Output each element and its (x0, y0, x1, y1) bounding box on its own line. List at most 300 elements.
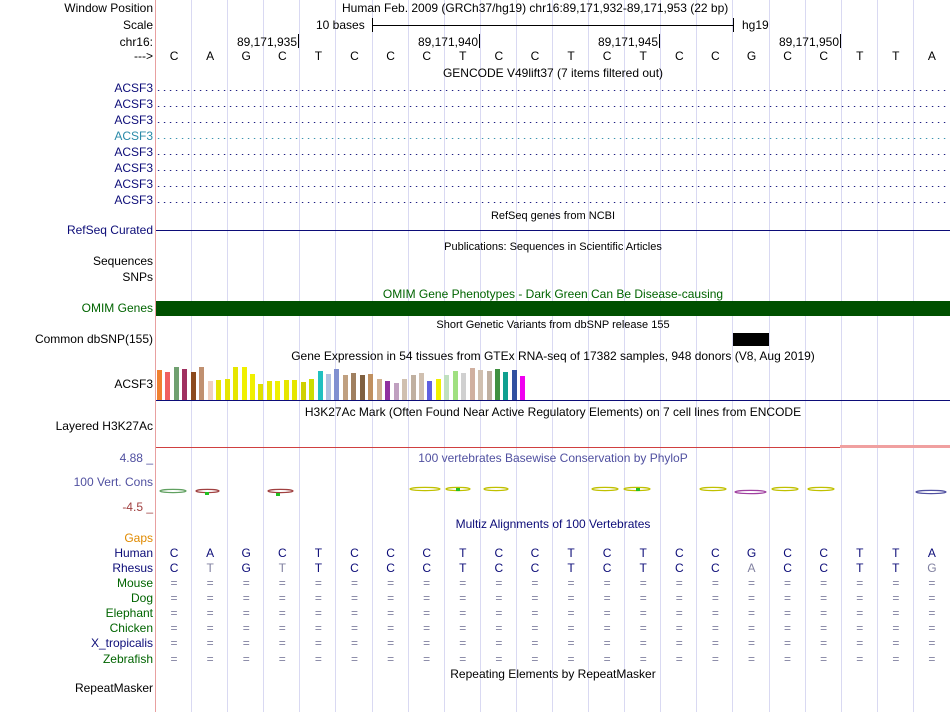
alignment-base: = (531, 591, 539, 605)
gtex-tissue-bar[interactable] (377, 379, 382, 400)
phylop-conservation-plot[interactable] (0, 480, 950, 502)
alignment-base: T (314, 561, 323, 575)
alignment-base: = (784, 621, 792, 635)
gtex-tissue-bar[interactable] (385, 381, 390, 400)
alignment-base: = (531, 636, 539, 650)
alignment-base: = (206, 606, 214, 620)
base-letter: C (530, 49, 540, 63)
alignment-base: = (206, 636, 214, 650)
ruler-position-label: 89,171,945 (597, 35, 658, 49)
alignment-base: = (892, 591, 900, 605)
dbsnp-track-title[interactable]: Short Genetic Variants from dbSNP release 155 (436, 319, 670, 331)
gtex-tissue-bar[interactable] (520, 376, 525, 400)
gtex-tissue-bar[interactable] (275, 381, 280, 400)
alignment-base: = (314, 621, 322, 635)
alignment-base: T (206, 561, 214, 575)
gtex-tissue-bar[interactable] (301, 382, 306, 400)
alignment-base: = (387, 652, 395, 666)
alignment-base: = (242, 652, 250, 666)
alignment-base: C (169, 546, 179, 560)
alignment-base: = (423, 636, 431, 650)
gencode-transcript-feature[interactable] (156, 165, 950, 171)
alignment-base: = (459, 652, 467, 666)
alignment-base: = (387, 576, 395, 590)
alignment-base: = (387, 606, 395, 620)
base-letter: C (783, 49, 792, 63)
alignment-base: = (242, 576, 250, 590)
gtex-tissue-bar[interactable] (267, 381, 272, 400)
alignment-base: = (278, 652, 286, 666)
alignment-base: G (927, 561, 937, 575)
omim-label[interactable]: OMIM Genes (81, 301, 153, 315)
alignment-base: = (495, 606, 503, 620)
phylop-track-title[interactable]: 100 vertebrates Basewise Conservation by PhyloP (418, 451, 688, 465)
base-letter: C (674, 49, 684, 63)
alignment-base: = (423, 652, 431, 666)
alignment-base: C (494, 546, 504, 560)
base-letter: G (241, 49, 251, 63)
ruler-position-label: 89,171,950 (778, 35, 839, 49)
base-letter: T (892, 49, 900, 63)
base-letter: C (169, 49, 179, 63)
repeatmasker-track-title[interactable]: Repeating Elements by RepeatMasker (450, 667, 656, 681)
omim-track-title[interactable]: OMIM Gene Phenotypes - Dark Green Can Be Disease-causing (382, 287, 724, 301)
gtex-tissue-bar[interactable] (411, 375, 416, 400)
h3k27ac-track-title[interactable]: H3K27Ac Mark (Often Found Near Active Regulatory Elements) on 7 cell lines from ENCODE (304, 405, 802, 419)
dbsnp-label[interactable]: Common dbSNP(155) (34, 332, 153, 346)
db-text: hg19 (742, 18, 769, 32)
base-letter: C (277, 49, 287, 63)
alignment-base: = (856, 652, 864, 666)
species-label[interactable]: Human (114, 546, 153, 560)
alignment-base: = (350, 576, 358, 590)
alignment-base: C (422, 546, 431, 560)
alignment-base: = (856, 621, 864, 635)
scale-bar-left-tick (372, 18, 373, 32)
chrom-label: chr16: (119, 35, 153, 49)
alignment-base: = (856, 606, 864, 620)
alignment-base: A (747, 561, 756, 575)
alignment-base: = (170, 591, 178, 605)
alignment-base: = (314, 652, 322, 666)
alignment-base: A (206, 546, 215, 560)
alignment-base: = (820, 652, 828, 666)
species-label[interactable]: Zebrafish (102, 652, 153, 666)
phylop-score-mark (772, 487, 798, 490)
alignment-base: T (567, 561, 575, 575)
phylop-score-mark (592, 487, 618, 490)
gencode-transcript-feature[interactable] (156, 149, 950, 155)
alignment-base: T (567, 546, 575, 560)
alignment-base: = (892, 652, 900, 666)
alignment-base: T (278, 561, 286, 575)
gencode-transcript-label[interactable]: ACSF3 (114, 81, 153, 95)
phylop-score-mark (205, 492, 209, 495)
multiz-track-title[interactable]: Multiz Alignments of 100 Vertebrates (455, 517, 651, 531)
alignment-base: C (169, 561, 179, 575)
base-letter: A (206, 49, 215, 63)
alignment-base: = (747, 606, 755, 620)
alignment-base: = (639, 652, 647, 666)
repeatmasker-label[interactable]: RepeatMasker (74, 681, 153, 695)
phylop-score-mark (410, 487, 440, 490)
alignment-base: = (531, 621, 539, 635)
gtex-tissue-bar[interactable] (216, 380, 221, 400)
window-position-label: Window Position (64, 1, 153, 15)
alignment-base: C (350, 561, 359, 575)
gtex-tissue-bar[interactable] (436, 379, 441, 400)
alignment-base: = (856, 591, 864, 605)
gtex-tissue-bar[interactable] (419, 373, 424, 400)
strand-label: ---> (134, 49, 153, 63)
gencode-transcript-feature[interactable] (156, 181, 950, 187)
gencode-transcript-feature[interactable] (156, 117, 950, 123)
h3k27ac-signal (840, 445, 950, 448)
alignment-base: = (350, 652, 358, 666)
alignment-base: = (639, 591, 647, 605)
alignment-base: = (928, 576, 936, 590)
base-letter: A (927, 49, 936, 63)
alignment-base: G (241, 561, 251, 575)
alignment-base: = (892, 606, 900, 620)
gtex-tissue-bar[interactable] (258, 384, 263, 400)
gencode-transcript-label[interactable]: ACSF3 (114, 145, 153, 159)
phylop-score-mark (456, 488, 460, 491)
alignment-base: C (711, 546, 720, 560)
alignment-base: = (928, 652, 936, 666)
alignment-base: = (603, 591, 611, 605)
gtex-tissue-bar[interactable] (453, 371, 458, 400)
alignment-base: = (567, 652, 575, 666)
alignment-base: = (387, 636, 395, 650)
alignment-base: = (603, 652, 611, 666)
gtex-tissue-bar[interactable] (165, 372, 170, 400)
alignment-base: = (675, 591, 683, 605)
phylop-score-mark (636, 488, 640, 491)
gtex-tissue-bar[interactable] (368, 374, 373, 400)
gencode-track-title[interactable]: GENCODE V49lift37 (7 items filtered out) (442, 66, 664, 80)
gtex-tissue-bar[interactable] (512, 370, 517, 400)
phylop-min-label: -4.5 _ (122, 500, 153, 514)
phylop-max-label: 4.88 _ (119, 451, 153, 465)
alignment-base: = (784, 591, 792, 605)
species-label[interactable]: X_tropicalis (90, 636, 153, 650)
gtex-tissue-bar[interactable] (284, 380, 289, 400)
gtex-tissue-bar[interactable] (242, 367, 247, 400)
ruler-tick (298, 34, 299, 48)
alignment-base: = (784, 652, 792, 666)
alignment-base: = (278, 621, 286, 635)
alignment-base: = (928, 591, 936, 605)
alignment-base: = (459, 606, 467, 620)
alignment-base: G (746, 546, 757, 560)
h3k27ac-label[interactable]: Layered H3K27Ac (55, 419, 153, 433)
alignment-base: = (747, 591, 755, 605)
alignment-base: T (314, 546, 323, 560)
alignment-base: = (314, 636, 322, 650)
gtex-tissue-bar[interactable] (157, 370, 162, 400)
ruler-position-label: 89,171,935 (236, 35, 297, 49)
assembly-title: Human Feb. 2009 (GRCh37/hg19) chr16:89,171,932-89,171,953 (22 bp) (342, 1, 729, 15)
base-letter: T (856, 49, 864, 63)
refseq-gene-line[interactable] (156, 230, 950, 231)
base-letter: C (386, 49, 395, 63)
base-letter: C (711, 49, 720, 63)
alignment-base: C (783, 561, 792, 575)
alignment-base: = (350, 636, 358, 650)
alignment-base: = (459, 576, 467, 590)
alignment-base: = (820, 621, 828, 635)
base-letter: T (459, 49, 467, 63)
gtex-tissue-bar[interactable] (487, 371, 492, 400)
gtex-tissue-bar[interactable] (470, 368, 475, 400)
alignment-base: = (928, 636, 936, 650)
gencode-transcript-label[interactable]: ACSF3 (114, 129, 153, 143)
alignment-base: C (386, 546, 395, 560)
alignment-base: = (423, 591, 431, 605)
alignment-base: = (387, 591, 395, 605)
alignment-base: T (459, 561, 467, 575)
phylop-score-mark (916, 490, 946, 493)
gtex-tissue-bar[interactable] (326, 374, 331, 400)
alignment-base: C (674, 546, 684, 560)
alignment-base: A (927, 546, 936, 560)
alignment-base: = (206, 591, 214, 605)
alignment-base: = (603, 576, 611, 590)
alignment-base: = (639, 636, 647, 650)
alignment-base: = (206, 621, 214, 635)
alignment-base: T (459, 546, 467, 560)
alignment-base: = (495, 576, 503, 590)
alignment-base: = (928, 606, 936, 620)
alignment-base: = (675, 636, 683, 650)
species-label[interactable]: Chicken (109, 621, 153, 635)
alignment-base: = (856, 636, 864, 650)
alignment-base: = (314, 606, 322, 620)
alignment-base: = (711, 621, 719, 635)
alignment-base: = (675, 652, 683, 666)
alignment-base: = (242, 636, 250, 650)
alignment-base: = (820, 591, 828, 605)
gtex-tissue-bar[interactable] (394, 383, 399, 400)
gtex-tissue-bar[interactable] (174, 367, 179, 400)
alignment-base: = (784, 636, 792, 650)
phylop-score-mark (268, 489, 293, 492)
alignment-base: = (603, 621, 611, 635)
phylop-score-mark (700, 487, 726, 490)
gencode-transcript-label[interactable]: ACSF3 (114, 193, 153, 207)
alignment-base: = (170, 606, 178, 620)
refseq-label[interactable]: RefSeq Curated (66, 223, 153, 237)
alignment-base: = (531, 576, 539, 590)
phylop-score-mark (484, 487, 508, 490)
alignment-base: = (242, 606, 250, 620)
alignment-base: = (711, 591, 719, 605)
alignment-base: = (206, 576, 214, 590)
gtex-tissue-bar[interactable] (292, 380, 297, 400)
dbsnp-variant-mark[interactable] (733, 333, 769, 346)
scale-text: 10 bases (316, 18, 365, 32)
gtex-expression-bars[interactable] (156, 364, 950, 400)
alignment-base: = (639, 576, 647, 590)
gtex-tissue-bar[interactable] (478, 370, 483, 400)
alignment-base: = (206, 652, 214, 666)
gtex-tissue-bar[interactable] (233, 367, 238, 400)
phylop-score-mark (276, 493, 280, 496)
publications-snps-label[interactable]: SNPs (122, 270, 153, 284)
alignment-base: C (602, 546, 612, 560)
alignment-base: = (820, 606, 828, 620)
alignment-base: C (674, 561, 684, 575)
alignment-base: = (278, 636, 286, 650)
gtex-tissue-bar[interactable] (360, 375, 365, 400)
alignment-base: C (494, 561, 504, 575)
gencode-transcript-label[interactable]: ACSF3 (114, 113, 153, 127)
scale-label: Scale (122, 18, 153, 32)
alignment-base: = (495, 621, 503, 635)
alignment-base: = (711, 606, 719, 620)
alignment-base: T (856, 546, 864, 560)
gtex-tissue-bar[interactable] (427, 381, 432, 400)
gtex-tissue-bar[interactable] (461, 373, 466, 400)
base-letter: T (567, 49, 575, 63)
phylop-label[interactable]: 100 Vert. Cons (73, 475, 153, 489)
species-label[interactable]: Mouse (116, 576, 153, 590)
gtex-label[interactable]: ACSF3 (114, 377, 153, 391)
alignment-base: C (711, 561, 720, 575)
alignment-base: = (350, 591, 358, 605)
alignment-base: = (820, 636, 828, 650)
gencode-transcript-feature[interactable] (156, 85, 950, 91)
alignment-base: = (820, 576, 828, 590)
alignment-base: C (783, 546, 792, 560)
alignment-base: = (675, 606, 683, 620)
gtex-tissue-bar[interactable] (444, 375, 449, 400)
alignment-base: = (892, 621, 900, 635)
gtex-tissue-bar[interactable] (351, 373, 356, 400)
alignment-base: C (530, 561, 540, 575)
alignment-base: = (531, 652, 539, 666)
gtex-track-title[interactable]: Gene Expression in 54 tissues from GTEx RNA-seq of 17382 samples, 948 donors (V8, Aug 2019) (291, 349, 815, 363)
omim-feature-bar[interactable] (156, 301, 950, 316)
gencode-transcript-label[interactable]: ACSF3 (114, 161, 153, 175)
alignment-base: G (241, 546, 251, 560)
alignment-base: = (928, 621, 936, 635)
alignment-base: = (278, 591, 286, 605)
base-letter: C (350, 49, 359, 63)
alignment-base: = (675, 621, 683, 635)
species-label[interactable]: Elephant (105, 606, 153, 620)
gtex-tissue-bar[interactable] (191, 372, 196, 400)
ruler-position-label: 89,171,940 (417, 35, 478, 49)
alignment-base: = (459, 591, 467, 605)
alignment-base: T (856, 561, 864, 575)
alignment-base: = (278, 606, 286, 620)
phylop-score-mark (160, 489, 186, 492)
alignment-base: = (711, 636, 719, 650)
alignment-base: = (423, 621, 431, 635)
gencode-transcript-feature[interactable] (156, 133, 950, 139)
gtex-tissue-bar[interactable] (199, 367, 204, 400)
gtex-tissue-bar[interactable] (225, 379, 230, 400)
publications-sequences-label[interactable]: Sequences (92, 254, 153, 268)
alignment-base: C (530, 546, 540, 560)
alignment-base: = (856, 576, 864, 590)
gtex-tissue-bar[interactable] (334, 369, 339, 400)
alignment-base: = (675, 576, 683, 590)
gencode-transcript-feature[interactable] (156, 101, 950, 107)
gtex-tissue-bar[interactable] (309, 379, 314, 400)
phylop-score-mark (735, 490, 766, 493)
ruler-tick (479, 34, 480, 48)
alignment-base: = (747, 576, 755, 590)
alignment-base: = (567, 621, 575, 635)
species-label[interactable]: Rhesus (112, 561, 153, 575)
alignment-base: = (639, 621, 647, 635)
alignment-base: = (531, 606, 539, 620)
alignment-base: = (567, 591, 575, 605)
gtex-tissue-bar[interactable] (250, 374, 255, 400)
alignment-base: = (711, 576, 719, 590)
phylop-score-mark (808, 487, 834, 490)
gtex-tissue-bar[interactable] (495, 369, 500, 400)
base-letter: C (602, 49, 612, 63)
alignment-base: = (350, 621, 358, 635)
alignment-base: = (350, 606, 358, 620)
gtex-tissue-bar[interactable] (343, 375, 348, 400)
alignment-base: = (423, 606, 431, 620)
gencode-transcript-feature[interactable] (156, 197, 950, 203)
alignment-base: = (495, 591, 503, 605)
gtex-tissue-bar[interactable] (208, 381, 213, 400)
alignment-base: = (387, 621, 395, 635)
alignment-base: C (819, 546, 828, 560)
alignment-base: = (603, 636, 611, 650)
alignment-base: = (567, 606, 575, 620)
gencode-transcript-label[interactable]: ACSF3 (114, 97, 153, 111)
alignment-base: T (892, 561, 900, 575)
gtex-tissue-bar[interactable] (503, 372, 508, 400)
alignment-base: C (602, 561, 612, 575)
alignment-base: T (639, 561, 647, 575)
alignment-base: = (495, 636, 503, 650)
gencode-transcript-label[interactable]: ACSF3 (114, 177, 153, 191)
alignment-base: = (747, 636, 755, 650)
alignment-base: = (242, 591, 250, 605)
gtex-tissue-bar[interactable] (402, 379, 407, 400)
alignment-base: = (170, 652, 178, 666)
species-label[interactable]: Dog (130, 591, 153, 605)
publications-track-title[interactable]: Publications: Sequences in Scientific Articles (444, 241, 662, 253)
alignment-base: C (422, 561, 431, 575)
gtex-tissue-bar[interactable] (182, 369, 187, 400)
base-letter: G (746, 49, 757, 63)
alignment-base: = (567, 636, 575, 650)
base-letter: T (314, 49, 323, 63)
alignment-base: = (170, 636, 178, 650)
alignment-base: = (423, 576, 431, 590)
refseq-track-title[interactable]: RefSeq genes from NCBI (490, 210, 616, 222)
alignment-base: = (747, 621, 755, 635)
alignment-base: = (459, 621, 467, 635)
base-letter: C (494, 49, 504, 63)
alignment-base: = (314, 591, 322, 605)
base-letter: T (639, 49, 647, 63)
gtex-tissue-bar[interactable] (318, 371, 323, 400)
alignment-base: C (277, 546, 287, 560)
alignment-base: = (892, 636, 900, 650)
alignment-base: = (747, 652, 755, 666)
